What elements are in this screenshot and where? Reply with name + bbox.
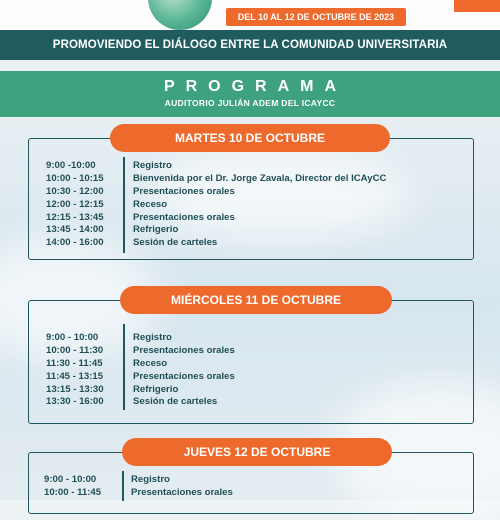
schedule-row	[44, 473, 233, 486]
time: 14:00 - 16:00	[46, 237, 104, 249]
time: 11:45 - 13:15	[46, 370, 104, 382]
activity: Sesión de carteles	[133, 237, 218, 249]
schedule-row	[46, 223, 386, 236]
time: 10:30 - 12:00	[46, 185, 104, 197]
activity: Presentaciones orales	[133, 370, 235, 382]
tagline: PROMOVIENDO EL DIÁLOGO ENTRE LA COMUNIDAD UNIVERSITARIA	[52, 39, 448, 51]
schedule-row	[46, 395, 235, 408]
activity: Registro	[133, 159, 172, 171]
schedule-row	[46, 211, 386, 224]
schedule-row	[46, 159, 386, 172]
time: 13:45 - 14:00	[46, 224, 104, 236]
time: 9:00 -10:00	[46, 159, 96, 171]
schedule-list-3	[44, 473, 233, 499]
activity: Registro	[131, 473, 170, 485]
activity: Sesión de carteles	[133, 396, 218, 408]
program-banner	[0, 71, 500, 117]
venue: AUDITORIO JULIÁN ADEM DEL ICAYCC	[164, 98, 336, 108]
day-title-1: MARTES 10 DE OCTUBRE	[110, 124, 390, 152]
activity: Receso	[133, 357, 168, 369]
time: 10:00 - 11:30	[46, 344, 104, 356]
time: 10:00 - 11:45	[44, 486, 102, 498]
schedule-row	[46, 331, 235, 344]
schedule-row	[46, 185, 386, 198]
time: 10:00 - 10:15	[46, 172, 104, 184]
time: 11:30 - 11:45	[46, 357, 103, 369]
schedule-row	[46, 370, 235, 383]
schedule-row	[46, 383, 235, 396]
activity: Bienvenida por el Dr. Jorge Zavala, Director del ICAyCC	[133, 172, 387, 184]
schedule-row	[46, 172, 386, 185]
day-title-3: JUEVES 12 DE OCTUBRE	[122, 438, 392, 466]
time: 9:00 - 10:00	[44, 473, 97, 485]
schedule-list-2	[46, 331, 235, 408]
day-title-2: MIÉRCOLES 11 DE OCTUBRE	[120, 286, 392, 314]
tagline-bar	[0, 30, 500, 60]
activity: Presentaciones orales	[131, 486, 233, 498]
activity: Refrigerio	[133, 383, 179, 395]
activity: Receso	[133, 198, 168, 210]
schedule-row	[44, 486, 233, 499]
schedule-row	[46, 357, 235, 370]
activity: Registro	[133, 331, 172, 343]
activity: Presentaciones orales	[133, 344, 235, 356]
date-range: DEL 10 AL 12 DE OCTUBRE DE 2023	[226, 8, 406, 26]
schedule-row	[46, 198, 386, 211]
time: 12:00 - 12:15	[46, 198, 104, 210]
activity: Refrigerio	[133, 224, 179, 236]
schedule-row	[46, 344, 235, 357]
schedule-list-1	[46, 159, 386, 249]
corner-accent	[454, 0, 500, 12]
time: 9:00 - 10:00	[46, 331, 99, 343]
time: 12:15 - 13:45	[46, 211, 104, 223]
time: 13:30 - 16:00	[46, 396, 104, 408]
time: 13:15 - 13:30	[46, 383, 104, 395]
activity: Presentaciones orales	[133, 185, 235, 197]
activity: Presentaciones orales	[133, 211, 235, 223]
schedule-row	[46, 236, 386, 249]
program-title: PROGRAMA	[163, 78, 348, 95]
